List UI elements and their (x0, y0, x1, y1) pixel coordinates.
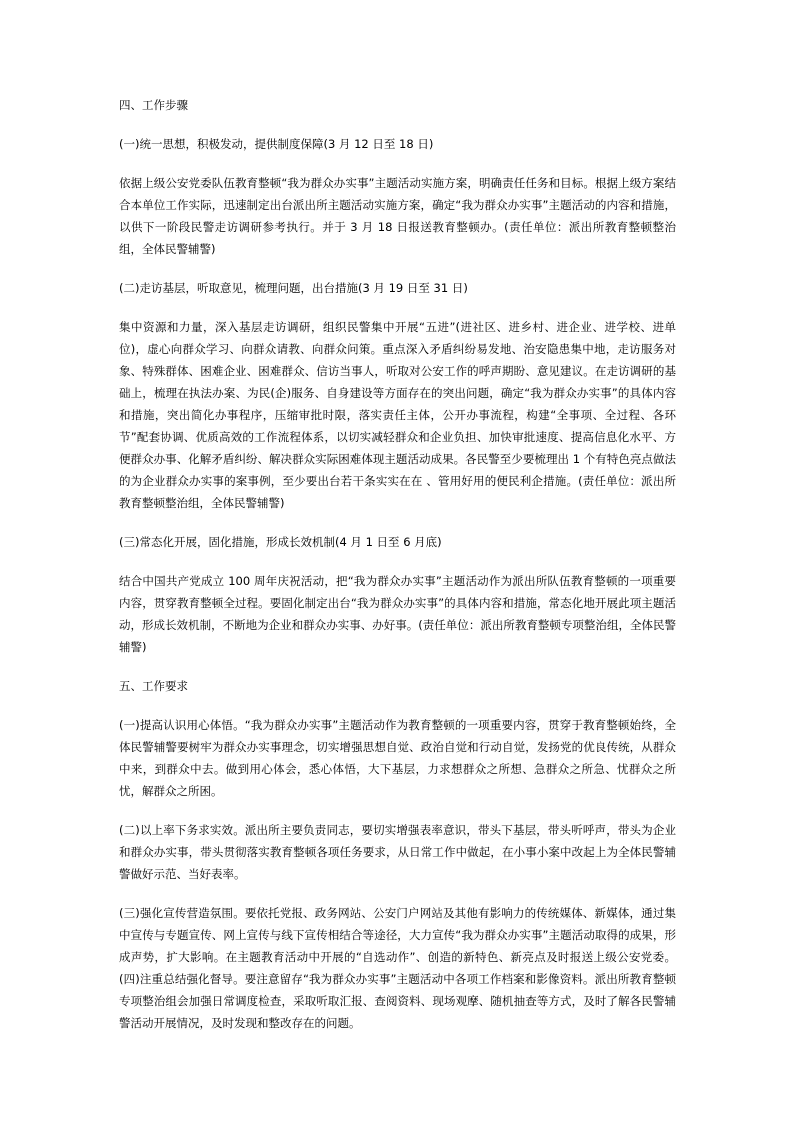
subheading-step-1: (一)统一思想，积极发动，提供制度保障(3 月 12 日至 18 日) (119, 137, 434, 151)
paragraph-requirement-3: (三)强化宣传营造氛围。要依托党报、政务网站、公安门户网站及其他有影响力的传统媒体、新媒体，通过集中宣传与专题宣传、网上宣传与线下宣传相结合等途径，大力宣传“我为群众办实事”主题活动取得的成果，形成声势，扩大影响。在主题教育活动中开展的“自选动作”、创造的新特色、新亮点及时报送上级公安党委。(四)注重总结强化督导。要注意留存“我为群众办实事”主题活动中各项工作档案和影像资料。派出所教育整顿专项整治组会加强日常调度检查，采取听取汇报、查阅资料、现场观摩、随机抽查等方式，及时了解各民警辅警活动开展情况，及时发现和整改存在的问题。 (119, 906, 676, 1030)
subheading-step-2: (二)走访基层，听取意见，梳理问题，出台措施(3 月 19 日至 31 日) (119, 281, 468, 295)
section-heading-work-steps: 四、工作步骤 (119, 98, 188, 112)
paragraph-step-2: 集中资源和力量，深入基层走访调研，组织民警集中开展“五进”(进社区、进乡村、进企业、进学校、进单位)，虚心向群众学习、向群众请教、向群众问策。重点深入矛盾纠纷易发地、治安隐患集中地，走访服务对象、特殊群体、困难企业、困难群众、信访当事人，听取对公安工作的呼声期盼、意见建议。在走访调研的基础上，梳理在执法办案、为民(企)服务、自身建设等方面存在的突出问题，确定“我为群众办实事”的具体内容和措施，突出简化办事程序，压缩审批时限，落实责任主体，公开办事流程，构建“全事项、全过程、各环节”配套协调、优质高效的工作流程体系，以切实减轻群众和企业负担、加快审批速度、提高信息化水平、方便群众办事、化解矛盾纠纷、解决群众实际困难体现主题活动成果。各民警至少要梳理出 1 个有特色亮点做法的为企业群众办实事的案事例，至少要出台若干条实实在在 、管用好用的便民利企措施。(责任单位：派出所教育整顿整治组，全体民警辅警) (119, 320, 676, 510)
subheading-step-3: (三)常态化开展，固化措施，形成长效机制(4 月 1 日至 6 月底) (119, 535, 442, 549)
paragraph-step-3: 结合中国共产党成立 100 周年庆祝活动，把“我为群众办实事”主题活动作为派出所队伍教育整顿的一项重要内容，贯穿教育整顿全过程。要固化制定出台“我为群众办实事”的具体内容和措施，常态化地开展此项主题活动，形成长效机制，不断地为企业和群众办实事、办好事。(责任单位：派出所教育整顿专项整治组，全体民警辅警) (119, 574, 676, 654)
paragraph-requirement-1: (一)提高认识用心体悟。“我为群众办实事”主题活动作为教育整顿的一项重要内容，贯穿于教育整顿始终，全体民警辅警要树牢为群众办实事理念，切实增强思想自觉、政治自觉和行动自觉，发扬党的优良传统，从群众中来，到群众中去。做到用心体会，悉心体悟，大下基层，力求想群众之所想、急群众之所急、忧群众之所忧，解群众之所困。 (119, 718, 676, 798)
document-page (119, 94, 676, 1034)
section-heading-work-requirements: 五、工作要求 (119, 679, 188, 693)
paragraph-step-1: 依据上级公安党委队伍教育整顿“我为群众办实事”主题活动实施方案，明确责任任务和目标。根据上级方案结合本单位工作实际，迅速制定出台派出所主题活动实施方案，确定“我为群众办实事”主题活动的内容和措施，以供下一阶段民警走访调研参考执行。并于 3 月 18 日报送教育整顿办。(责任单位：派出所教育整顿整治组，全体民警辅警) (119, 176, 676, 256)
paragraph-requirement-2: (二)以上率下务求实效。派出所主要负责同志，要切实增强表率意识，带头下基层，带头听呼声，带头为企业和群众办实事，带头贯彻落实教育整顿各项任务要求，从日常工作中做起，在小事小案中改起上为全体民警辅警做好示范、当好表率。 (119, 823, 676, 881)
